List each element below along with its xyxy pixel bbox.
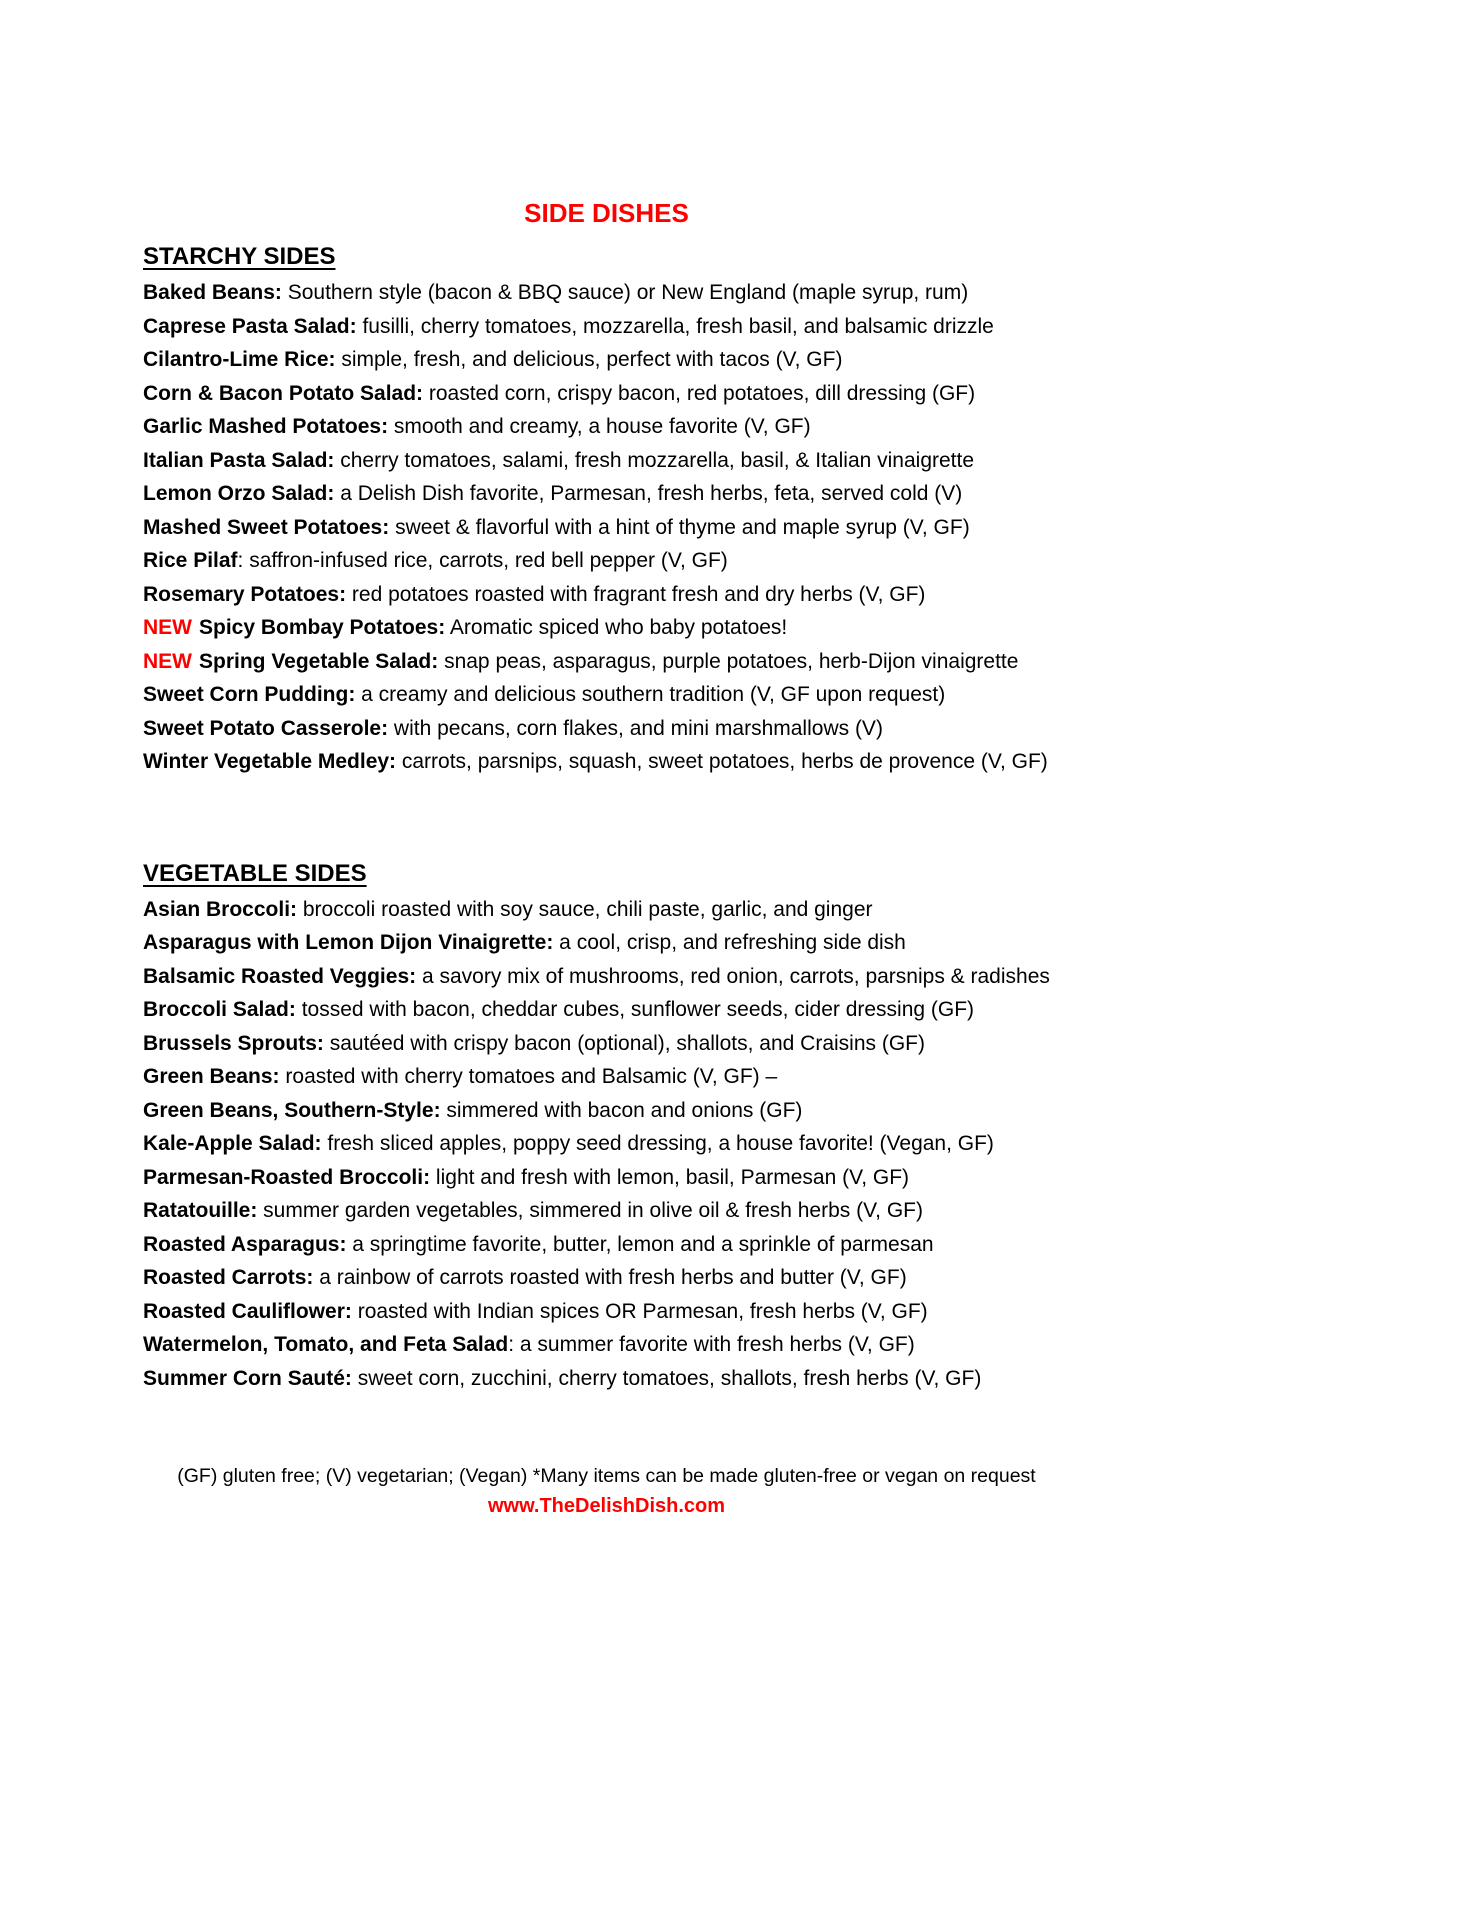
- item-description: roasted with Indian spices OR Parmesan, fresh herbs (V, GF): [351, 1299, 928, 1323]
- item-description: sweet & flavorful with a hint of thyme and maple syrup (V, GF): [389, 515, 970, 539]
- item-name: Caprese Pasta Salad:: [143, 314, 357, 338]
- footer-note: (GF) gluten free; (V) vegetarian; (Vegan) *Many items can be made gluten-free or vegan on request: [177, 1465, 1036, 1487]
- item-description: carrots, parsnips, squash, sweet potatoes, herbs de provence (V, GF): [396, 750, 1048, 773]
- item-description: sautéed with crispy bacon (optional), shallots, and Craisins (GF): [323, 1031, 925, 1055]
- menu-item: [143, 745, 1070, 779]
- menu-item: [143, 1027, 1070, 1061]
- item-name: Lemon Orzo Salad:: [143, 482, 335, 505]
- menu-item: [143, 1161, 1070, 1195]
- menu-item: [143, 1362, 1070, 1396]
- item-name: Roasted Carrots:: [143, 1266, 314, 1289]
- menu-item: [143, 993, 1070, 1027]
- item-name: Green Beans:: [143, 1065, 280, 1088]
- item-description: a cool, crisp, and refreshing side dish: [553, 931, 906, 954]
- menu-item: [143, 310, 1070, 344]
- menu-item: [143, 1060, 1070, 1094]
- item-description: cherry tomatoes, salami, fresh mozzarella, basil, & Italian vinaigrette: [334, 448, 975, 472]
- item-name: Green Beans, Southern-Style:: [143, 1098, 441, 1122]
- item-description: fresh sliced apples, poppy seed dressing, a house favorite! (Vegan, GF): [321, 1132, 994, 1155]
- new-badge: NEW: [143, 616, 192, 639]
- menu-item: [143, 712, 1070, 746]
- item-name: Asparagus with Lemon Dijon Vinaigrette:: [143, 931, 554, 954]
- item-description: summer garden vegetables, simmered in olive oil & fresh herbs (V, GF): [257, 1199, 924, 1222]
- item-name: Brussels Sprouts:: [143, 1031, 324, 1055]
- menu-item: [143, 410, 1070, 444]
- item-description: with pecans, corn flakes, and mini marshmallows (V): [388, 716, 883, 740]
- item-name: Rosemary Potatoes:: [143, 582, 347, 606]
- item-description: a Delish Dish favorite, Parmesan, fresh herbs, feta, served cold (V): [334, 482, 963, 505]
- menu-item: [143, 1094, 1070, 1128]
- menu-item: [143, 893, 1070, 927]
- item-description: simmered with bacon and onions (GF): [440, 1098, 803, 1122]
- item-name: Corn & Bacon Potato Salad:: [143, 381, 424, 405]
- item-name: Watermelon, Tomato, and Feta Salad: [143, 1333, 509, 1356]
- item-name: Cilantro-Lime Rice:: [143, 348, 336, 371]
- item-name: Ratatouille:: [143, 1199, 258, 1222]
- menu-item: [143, 645, 1070, 679]
- menu-item: [143, 1261, 1070, 1295]
- item-name: Sweet Corn Pudding:: [143, 683, 356, 706]
- item-description: a savory mix of mushrooms, red onion, carrots, parsnips & radishes: [416, 964, 1050, 988]
- footer: [143, 1461, 1070, 1521]
- item-description: simple, fresh, and delicious, perfect with tacos (V, GF): [335, 348, 843, 371]
- menu-item: [143, 960, 1070, 994]
- item-description: a springtime favorite, butter, lemon and a sprinkle of parmesan: [346, 1232, 934, 1256]
- menu-item: [143, 477, 1070, 511]
- menu-item: [143, 511, 1070, 545]
- menu-sections: [143, 240, 1070, 1395]
- item-name: Sweet Potato Casserole:: [143, 716, 389, 740]
- item-description: a rainbow of carrots roasted with fresh herbs and butter (V, GF): [313, 1266, 907, 1289]
- item-description: a creamy and delicious southern tradition (V, GF upon request): [355, 683, 946, 706]
- item-name: Roasted Asparagus:: [143, 1232, 347, 1256]
- item-name: Broccoli Salad:: [143, 998, 296, 1021]
- menu-item: [143, 611, 1070, 645]
- item-description: Southern style (bacon & BBQ sauce) or New England (maple syrup, rum): [281, 281, 969, 304]
- item-name: Parmesan-Roasted Broccoli:: [143, 1165, 431, 1189]
- menu-item: [143, 678, 1070, 712]
- item-description: light and fresh with lemon, basil, Parmesan (V, GF): [430, 1165, 910, 1189]
- item-description: roasted corn, crispy bacon, red potatoes, dill dressing (GF): [423, 381, 976, 405]
- item-description: : saffron-infused rice, carrots, red bell pepper (V, GF): [237, 549, 728, 572]
- item-description: tossed with bacon, cheddar cubes, sunflower seeds, cider dressing (GF): [295, 998, 975, 1021]
- item-name: Spicy Bombay Potatoes:: [199, 616, 446, 639]
- item-description: sweet corn, zucchini, cherry tomatoes, shallots, fresh herbs (V, GF): [351, 1366, 982, 1390]
- item-name: Mashed Sweet Potatoes:: [143, 515, 390, 539]
- item-name: Spring Vegetable Salad:: [199, 649, 439, 673]
- item-name: Rice Pilaf: [143, 549, 238, 572]
- section-heading: VEGETABLE SIDES: [143, 859, 367, 887]
- item-name: Italian Pasta Salad:: [143, 448, 335, 472]
- page-title: SIDE DISHES: [524, 198, 689, 228]
- item-description: fusilli, cherry tomatoes, mozzarella, fresh basil, and balsamic drizzle: [356, 314, 994, 338]
- item-description: broccoli roasted with soy sauce, chili paste, garlic, and ginger: [297, 897, 873, 921]
- item-name: Winter Vegetable Medley:: [143, 750, 397, 773]
- item-name: Asian Broccoli:: [143, 897, 298, 921]
- item-name: Kale-Apple Salad:: [143, 1132, 322, 1155]
- footer-website-link[interactable]: www.TheDelishDish.com: [487, 1495, 726, 1517]
- item-description: snap peas, asparagus, purple potatoes, herb-Dijon vinaigrette: [438, 649, 1019, 673]
- menu-item: [143, 926, 1070, 960]
- section-heading: STARCHY SIDES: [143, 243, 336, 270]
- menu-item: [143, 1127, 1070, 1161]
- item-description: Aromatic spiced who baby potatoes!: [445, 616, 788, 639]
- menu-item: [143, 1228, 1070, 1262]
- menu-item: [143, 1194, 1070, 1228]
- menu-item: [143, 276, 1070, 310]
- item-name: Baked Beans:: [143, 281, 282, 304]
- new-badge: NEW: [143, 649, 192, 673]
- menu-content: [143, 196, 1070, 1521]
- menu-section: [143, 240, 1070, 779]
- menu-item: [143, 578, 1070, 612]
- item-name: Garlic Mashed Potatoes:: [143, 415, 389, 438]
- menu-item: [143, 444, 1070, 478]
- item-name: Summer Corn Sauté:: [143, 1366, 352, 1390]
- item-name: Balsamic Roasted Veggies:: [143, 964, 417, 988]
- item-name: Roasted Cauliflower:: [143, 1299, 352, 1323]
- item-description: smooth and creamy, a house favorite (V, GF): [388, 415, 811, 438]
- menu-item: [143, 343, 1070, 377]
- menu-item: [143, 1295, 1070, 1329]
- item-description: roasted with cherry tomatoes and Balsamic (V, GF) –: [279, 1065, 778, 1088]
- item-description: red potatoes roasted with fragrant fresh and dry herbs (V, GF): [346, 582, 926, 606]
- item-description: : a summer favorite with fresh herbs (V, GF): [508, 1333, 915, 1356]
- menu-section: [143, 857, 1070, 1396]
- menu-item: [143, 544, 1070, 578]
- menu-item: [143, 377, 1070, 411]
- menu-item: [143, 1328, 1070, 1362]
